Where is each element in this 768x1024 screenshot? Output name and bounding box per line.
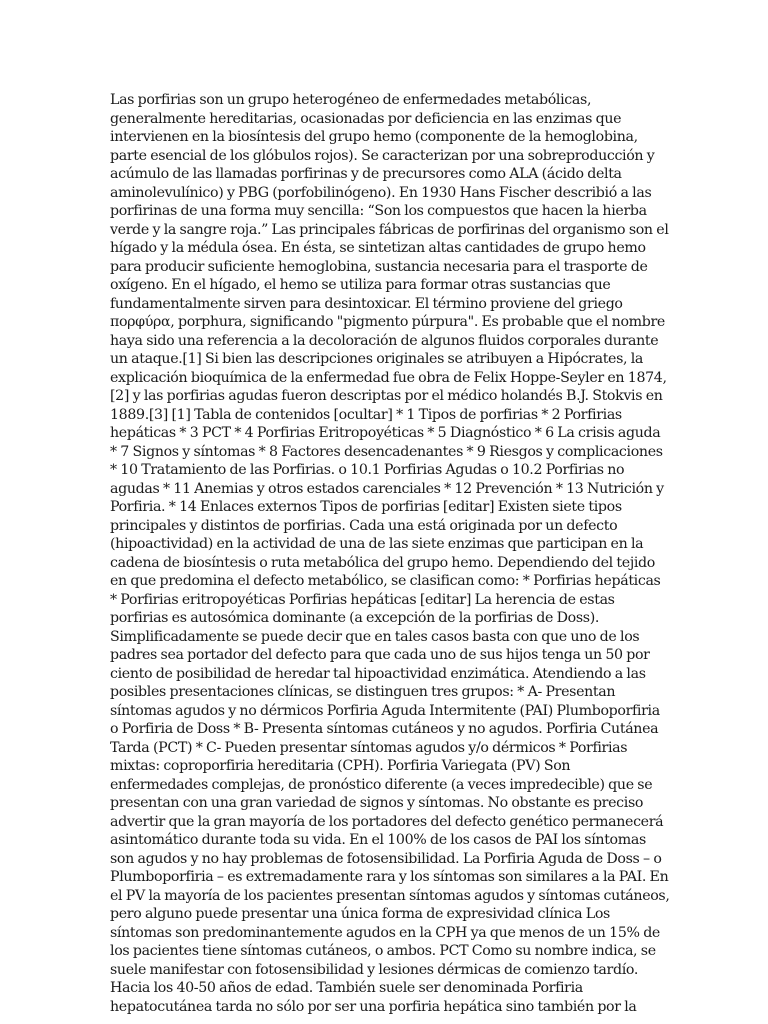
body-paragraph: Las porfirias son un grupo heterogéneo de enfermedades metabólicas, generalmente hereditarias, ocasionadas por deficiencia en las enzimas que intervienen en la biosíntesis del grupo hemo (componente de la hemoglobina, parte esencial de los glóbulos rojos). Se caracterizan por una sobreproducción y acúmulo de las llamadas porfirinas y de precursores como ALA (ácido delta aminolevulínico) y PBG (porfobilinógeno). En 1930 Hans Fischer describió a las porfirinas de una forma muy sencilla: “Son los compuestos que hacen la hierba verde y la sangre roja.” Las principales fábricas de porfirinas del organismo son el hígado y la médula ósea. En ésta, se sintetizan altas cantidades de grupo hemo para producir suficiente hemoglobina, sustancia necesaria para el trasporte de oxígeno. En el hígado, el hemo se utiliza para formar otras sustancias que fundamentalmente sirven para desintoxicar. El término proviene del griego πορφύρα, porphura, significando "pigmento púrpura". Es probable que el nombre haya sido una referencia a la decoloración de algunos fluidos corporales durante un ataque.[1] Si bien las descripciones originales se atribuyen a Hipócrates, la explicación bioquímica de la enfermedad fue obra de Felix Hoppe-Seyler en 1874,[2] y las porfirias agudas fueron descriptas por el médico holandés B.J. Stokvis en 1889.[3] [1] Tabla de contenidos [ocultar] * 1 Tipos de porfirias * 2 Porfirias hepáticas * 3 PCT * 4 Porfirias Eritropoyéticas * 5 Diagnóstico * 6 La crisis aguda * 7 Signos y síntomas * 8 Factores desencadenantes * 9 Riesgos y complicaciones * 10 Tratamiento de las Porfirias. o 10.1 Porfirias Agudas o 10.2 Porfirias no agudas * 11 Anemias y otros estados carenciales * 12 Prevención * 13 Nutrición y Porfiria. * 14 Enlaces externos Tipos de porfirias [editar] Existen siete tipos principales y distintos de porfirias. Cada una está originada por un defecto (hipoactividad) en la actividad de una de las siete enzimas que participan en la cadena de biosíntesis o ruta metabólica del grupo hemo. Dependiendo del tejido en que predomina el defecto metabólico, se clasifican como: * Porfirias hepáticas * Porfirias eritropoyéticas Porfirias hepáticas [editar] La herencia de estas porfirias es autosómica dominante (a excepción de la porfirias de Doss). Simplificadamente se puede decir que en tales casos basta con que uno de los padres sea portador del defecto para que cada uno de sus hijos tenga un 50 por ciento de posibilidad de heredar tal hipoactividad enzimática. Atendiendo a las posibles presentaciones clínicas, se distinguen tres grupos: * A- Presentan síntomas agudos y no dérmicos Porfiria Aguda Intermitente (PAI) Plumboporfiria o Porfiria de Doss * B- Presenta síntomas cutáneos y no agudos. Porfiria Cutánea Tarda (PCT) * C- Pueden presentar síntomas agudos y/o dérmicos * Porfirias mixtas: coproporfiria hereditaria (CPH). Porfiria Variegata (PV) Son enfermedades complejas, de pronóstico diferente (a veces impredecible) que se presentan con una gran variedad de signos y síntomas. No obstante es preciso advertir que la gran mayoría de los portadores del defecto genético permanecerá asintomático durante toda su vida. En el 100% de los casos de PAI los síntomas son agudos y no hay problemas de fotosensibilidad. La Porfiria Aguda de Doss – o Plumboporfiria – es extremadamente rara y los síntomas son similares a la PAI. En el PV la mayoría de los pacientes presentan síntomas agudos y síntomas cutáneos, pero alguno puede presentar una única forma de expresividad clínica Los síntomas son predominantemente agudos en la CPH ya que menos de un 15% de los pacientes tiene síntomas cutáneos, o ambos. PCT Como su nombre indica, se suele manifestar con fotosensibilidad y lesiones dérmicas de comienzo tardío. Hacia los 40-50 años de edad. También suele ser denominada Porfiria hepatocutánea tarda no sólo por ser una porfiria hepática sino también por la [110, 92, 670, 1015]
